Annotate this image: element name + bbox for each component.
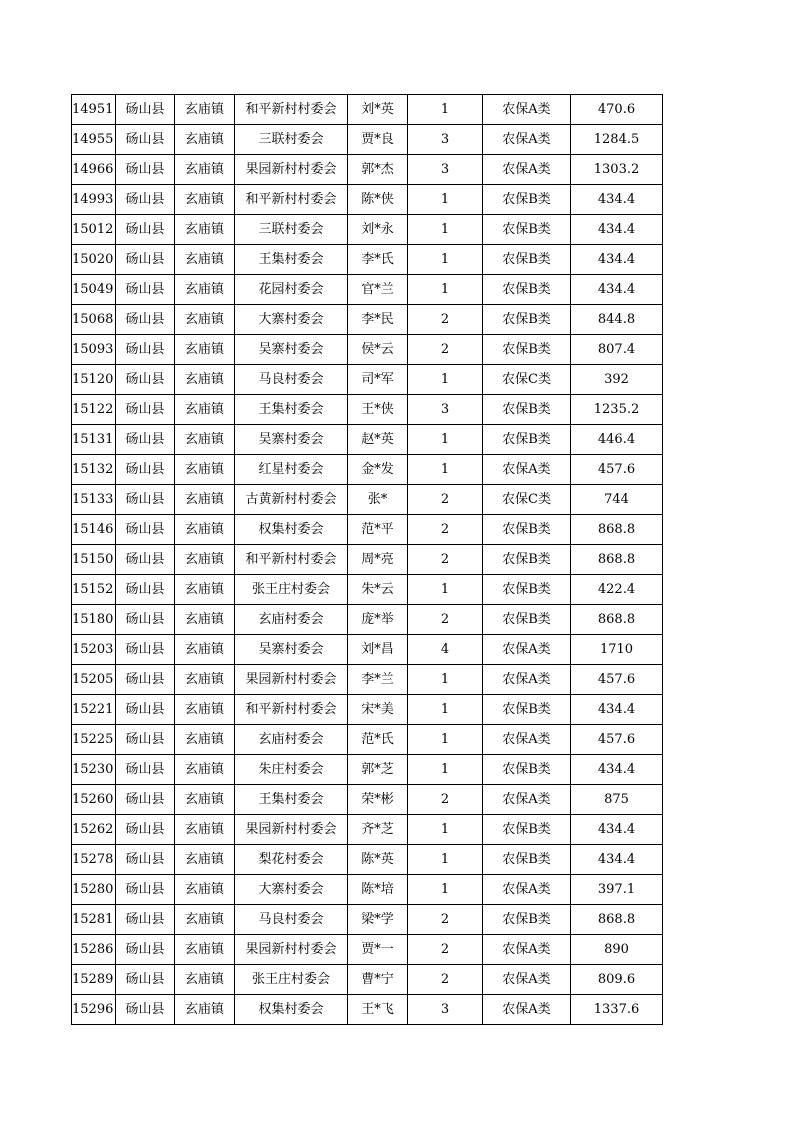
amount-cell: 1284.5: [571, 125, 663, 155]
insurance-type-cell: 农保B类: [483, 425, 571, 455]
village-committee-cell: 张王庄村委会: [235, 575, 348, 605]
table-row: [72, 575, 663, 605]
village-committee-cell: 权集村委会: [235, 515, 348, 545]
county-cell: 砀山县: [116, 155, 175, 185]
relief-table: [71, 94, 663, 1025]
town-cell: 玄庙镇: [175, 125, 235, 155]
table-row: [72, 95, 663, 125]
town-cell: 玄庙镇: [175, 755, 235, 785]
person-name-cell: 贾*一: [348, 935, 408, 965]
insurance-type-cell: 农保A类: [483, 875, 571, 905]
village-committee-cell: 吴寨村委会: [235, 335, 348, 365]
household-count-cell: 1: [408, 575, 483, 605]
household-count-cell: 1: [408, 185, 483, 215]
village-committee-cell: 三联村委会: [235, 125, 348, 155]
county-cell: 砀山县: [116, 845, 175, 875]
person-name-cell: 张*: [348, 485, 408, 515]
person-name-cell: 李*氏: [348, 245, 408, 275]
insurance-type-cell: 农保B类: [483, 395, 571, 425]
town-cell: 玄庙镇: [175, 605, 235, 635]
county-cell: 砀山县: [116, 575, 175, 605]
household-count-cell: 1: [408, 275, 483, 305]
insurance-type-cell: 农保A类: [483, 635, 571, 665]
insurance-type-cell: 农保B类: [483, 605, 571, 635]
record-id-cell: 15146: [72, 515, 116, 545]
county-cell: 砀山县: [116, 725, 175, 755]
insurance-type-cell: 农保B类: [483, 515, 571, 545]
household-count-cell: 2: [408, 485, 483, 515]
person-name-cell: 曹*宁: [348, 965, 408, 995]
village-committee-cell: 果园新村村委会: [235, 815, 348, 845]
household-count-cell: 2: [408, 965, 483, 995]
town-cell: 玄庙镇: [175, 335, 235, 365]
village-committee-cell: 王集村委会: [235, 245, 348, 275]
amount-cell: 434.4: [571, 275, 663, 305]
household-count-cell: 1: [408, 755, 483, 785]
town-cell: 玄庙镇: [175, 995, 235, 1025]
village-committee-cell: 和平新村村委会: [235, 545, 348, 575]
record-id-cell: 15132: [72, 455, 116, 485]
village-committee-cell: 大寨村委会: [235, 305, 348, 335]
county-cell: 砀山县: [116, 425, 175, 455]
table-row: [72, 785, 663, 815]
household-count-cell: 1: [408, 245, 483, 275]
person-name-cell: 司*军: [348, 365, 408, 395]
amount-cell: 457.6: [571, 455, 663, 485]
town-cell: 玄庙镇: [175, 785, 235, 815]
village-committee-cell: 吴寨村委会: [235, 425, 348, 455]
village-committee-cell: 朱庄村委会: [235, 755, 348, 785]
insurance-type-cell: 农保B类: [483, 905, 571, 935]
household-count-cell: 2: [408, 335, 483, 365]
table-row: [72, 755, 663, 785]
insurance-type-cell: 农保A类: [483, 995, 571, 1025]
amount-cell: 844.8: [571, 305, 663, 335]
town-cell: 玄庙镇: [175, 665, 235, 695]
county-cell: 砀山县: [116, 245, 175, 275]
county-cell: 砀山县: [116, 875, 175, 905]
amount-cell: 875: [571, 785, 663, 815]
amount-cell: 434.4: [571, 815, 663, 845]
person-name-cell: 郭*芝: [348, 755, 408, 785]
county-cell: 砀山县: [116, 965, 175, 995]
amount-cell: 434.4: [571, 845, 663, 875]
household-count-cell: 4: [408, 635, 483, 665]
table-row: [72, 485, 663, 515]
county-cell: 砀山县: [116, 605, 175, 635]
household-count-cell: 2: [408, 305, 483, 335]
household-count-cell: 1: [408, 215, 483, 245]
insurance-type-cell: 农保C类: [483, 485, 571, 515]
insurance-type-cell: 农保B类: [483, 575, 571, 605]
town-cell: 玄庙镇: [175, 455, 235, 485]
record-id-cell: 15131: [72, 425, 116, 455]
town-cell: 玄庙镇: [175, 575, 235, 605]
table-row: [72, 215, 663, 245]
person-name-cell: 朱*云: [348, 575, 408, 605]
person-name-cell: 周*亮: [348, 545, 408, 575]
amount-cell: 392: [571, 365, 663, 395]
table-row: [72, 545, 663, 575]
record-id-cell: 15068: [72, 305, 116, 335]
county-cell: 砀山县: [116, 395, 175, 425]
town-cell: 玄庙镇: [175, 95, 235, 125]
person-name-cell: 李*兰: [348, 665, 408, 695]
table-row: [72, 605, 663, 635]
town-cell: 玄庙镇: [175, 935, 235, 965]
person-name-cell: 王*飞: [348, 995, 408, 1025]
person-name-cell: 刘*英: [348, 95, 408, 125]
person-name-cell: 李*民: [348, 305, 408, 335]
insurance-type-cell: 农保B类: [483, 185, 571, 215]
insurance-type-cell: 农保B类: [483, 695, 571, 725]
insurance-type-cell: 农保B类: [483, 815, 571, 845]
insurance-type-cell: 农保B类: [483, 245, 571, 275]
household-count-cell: 1: [408, 875, 483, 905]
town-cell: 玄庙镇: [175, 185, 235, 215]
record-id-cell: 15205: [72, 665, 116, 695]
household-count-cell: 1: [408, 665, 483, 695]
town-cell: 玄庙镇: [175, 245, 235, 275]
county-cell: 砀山县: [116, 215, 175, 245]
amount-cell: 890: [571, 935, 663, 965]
insurance-type-cell: 农保B类: [483, 335, 571, 365]
household-count-cell: 1: [408, 725, 483, 755]
table-row: [72, 125, 663, 155]
village-committee-cell: 张王庄村委会: [235, 965, 348, 995]
town-cell: 玄庙镇: [175, 305, 235, 335]
person-name-cell: 宋*美: [348, 695, 408, 725]
village-committee-cell: 马良村委会: [235, 365, 348, 395]
record-id-cell: 15203: [72, 635, 116, 665]
person-name-cell: 荣*彬: [348, 785, 408, 815]
person-name-cell: 郭*杰: [348, 155, 408, 185]
record-id-cell: 15122: [72, 395, 116, 425]
amount-cell: 470.6: [571, 95, 663, 125]
table-row: [72, 695, 663, 725]
person-name-cell: 范*氏: [348, 725, 408, 755]
county-cell: 砀山县: [116, 275, 175, 305]
county-cell: 砀山县: [116, 545, 175, 575]
household-count-cell: 1: [408, 95, 483, 125]
table-row: [72, 815, 663, 845]
town-cell: 玄庙镇: [175, 365, 235, 395]
village-committee-cell: 花园村委会: [235, 275, 348, 305]
person-name-cell: 贾*良: [348, 125, 408, 155]
amount-cell: 1303.2: [571, 155, 663, 185]
household-count-cell: 2: [408, 545, 483, 575]
record-id-cell: 14966: [72, 155, 116, 185]
household-count-cell: 2: [408, 785, 483, 815]
person-name-cell: 金*发: [348, 455, 408, 485]
amount-cell: 434.4: [571, 185, 663, 215]
county-cell: 砀山县: [116, 755, 175, 785]
village-committee-cell: 和平新村村委会: [235, 185, 348, 215]
county-cell: 砀山县: [116, 95, 175, 125]
town-cell: 玄庙镇: [175, 695, 235, 725]
amount-cell: 809.6: [571, 965, 663, 995]
person-name-cell: 刘*昌: [348, 635, 408, 665]
table-row: [72, 395, 663, 425]
county-cell: 砀山县: [116, 365, 175, 395]
amount-cell: 1337.6: [571, 995, 663, 1025]
county-cell: 砀山县: [116, 785, 175, 815]
record-id-cell: 15152: [72, 575, 116, 605]
town-cell: 玄庙镇: [175, 395, 235, 425]
household-count-cell: 1: [408, 365, 483, 395]
record-id-cell: 15133: [72, 485, 116, 515]
amount-cell: 744: [571, 485, 663, 515]
table-row: [72, 305, 663, 335]
town-cell: 玄庙镇: [175, 515, 235, 545]
record-id-cell: 15225: [72, 725, 116, 755]
table-row: [72, 155, 663, 185]
person-name-cell: 官*兰: [348, 275, 408, 305]
record-id-cell: 15120: [72, 365, 116, 395]
village-committee-cell: 王集村委会: [235, 395, 348, 425]
table-body: [72, 95, 663, 1025]
town-cell: 玄庙镇: [175, 545, 235, 575]
record-id-cell: 14993: [72, 185, 116, 215]
insurance-type-cell: 农保A类: [483, 725, 571, 755]
county-cell: 砀山县: [116, 665, 175, 695]
record-id-cell: 14951: [72, 95, 116, 125]
county-cell: 砀山县: [116, 695, 175, 725]
table-row: [72, 425, 663, 455]
person-name-cell: 庞*举: [348, 605, 408, 635]
table-row: [72, 245, 663, 275]
insurance-type-cell: 农保B类: [483, 275, 571, 305]
amount-cell: 434.4: [571, 245, 663, 275]
record-id-cell: 15020: [72, 245, 116, 275]
record-id-cell: 15260: [72, 785, 116, 815]
table-row: [72, 185, 663, 215]
insurance-type-cell: 农保C类: [483, 365, 571, 395]
county-cell: 砀山县: [116, 455, 175, 485]
amount-cell: 434.4: [571, 695, 663, 725]
amount-cell: 868.8: [571, 545, 663, 575]
amount-cell: 807.4: [571, 335, 663, 365]
village-committee-cell: 吴寨村委会: [235, 635, 348, 665]
table-row: [72, 845, 663, 875]
town-cell: 玄庙镇: [175, 845, 235, 875]
table-row: [72, 335, 663, 365]
village-committee-cell: 红星村委会: [235, 455, 348, 485]
village-committee-cell: 果园新村村委会: [235, 935, 348, 965]
table-row: [72, 935, 663, 965]
person-name-cell: 王*侠: [348, 395, 408, 425]
household-count-cell: 2: [408, 605, 483, 635]
person-name-cell: 刘*永: [348, 215, 408, 245]
record-id-cell: 15230: [72, 755, 116, 785]
record-id-cell: 15281: [72, 905, 116, 935]
record-id-cell: 15012: [72, 215, 116, 245]
town-cell: 玄庙镇: [175, 425, 235, 455]
town-cell: 玄庙镇: [175, 485, 235, 515]
record-id-cell: 15049: [72, 275, 116, 305]
county-cell: 砀山县: [116, 995, 175, 1025]
insurance-type-cell: 农保A类: [483, 935, 571, 965]
record-id-cell: 15278: [72, 845, 116, 875]
table-row: [72, 725, 663, 755]
amount-cell: 446.4: [571, 425, 663, 455]
person-name-cell: 齐*芝: [348, 815, 408, 845]
village-committee-cell: 玄庙村委会: [235, 605, 348, 635]
village-committee-cell: 权集村委会: [235, 995, 348, 1025]
town-cell: 玄庙镇: [175, 725, 235, 755]
amount-cell: 868.8: [571, 605, 663, 635]
village-committee-cell: 三联村委会: [235, 215, 348, 245]
town-cell: 玄庙镇: [175, 155, 235, 185]
insurance-type-cell: 农保B类: [483, 845, 571, 875]
household-count-cell: 3: [408, 155, 483, 185]
insurance-type-cell: 农保A类: [483, 95, 571, 125]
village-committee-cell: 马良村委会: [235, 905, 348, 935]
village-committee-cell: 果园新村村委会: [235, 665, 348, 695]
household-count-cell: 3: [408, 125, 483, 155]
record-id-cell: 15289: [72, 965, 116, 995]
insurance-type-cell: 农保B类: [483, 545, 571, 575]
record-id-cell: 15093: [72, 335, 116, 365]
person-name-cell: 陈*培: [348, 875, 408, 905]
amount-cell: 868.8: [571, 515, 663, 545]
county-cell: 砀山县: [116, 305, 175, 335]
person-name-cell: 梁*学: [348, 905, 408, 935]
table-row: [72, 995, 663, 1025]
insurance-type-cell: 农保B类: [483, 305, 571, 335]
amount-cell: 1710: [571, 635, 663, 665]
insurance-type-cell: 农保A类: [483, 155, 571, 185]
town-cell: 玄庙镇: [175, 635, 235, 665]
table-row: [72, 455, 663, 485]
amount-cell: 422.4: [571, 575, 663, 605]
village-committee-cell: 和平新村村委会: [235, 95, 348, 125]
amount-cell: 457.6: [571, 665, 663, 695]
table-row: [72, 275, 663, 305]
amount-cell: 434.4: [571, 755, 663, 785]
person-name-cell: 范*平: [348, 515, 408, 545]
town-cell: 玄庙镇: [175, 815, 235, 845]
town-cell: 玄庙镇: [175, 965, 235, 995]
amount-cell: 457.6: [571, 725, 663, 755]
household-count-cell: 1: [408, 815, 483, 845]
county-cell: 砀山县: [116, 935, 175, 965]
amount-cell: 397.1: [571, 875, 663, 905]
household-count-cell: 2: [408, 935, 483, 965]
amount-cell: 1235.2: [571, 395, 663, 425]
town-cell: 玄庙镇: [175, 215, 235, 245]
table-row: [72, 965, 663, 995]
insurance-type-cell: 农保A类: [483, 455, 571, 485]
county-cell: 砀山县: [116, 185, 175, 215]
record-id-cell: 15286: [72, 935, 116, 965]
record-id-cell: 15296: [72, 995, 116, 1025]
county-cell: 砀山县: [116, 125, 175, 155]
village-committee-cell: 和平新村村委会: [235, 695, 348, 725]
amount-cell: 434.4: [571, 215, 663, 245]
record-id-cell: 15180: [72, 605, 116, 635]
record-id-cell: 15221: [72, 695, 116, 725]
table-row: [72, 365, 663, 395]
insurance-type-cell: 农保A类: [483, 125, 571, 155]
town-cell: 玄庙镇: [175, 275, 235, 305]
county-cell: 砀山县: [116, 335, 175, 365]
county-cell: 砀山县: [116, 515, 175, 545]
insurance-type-cell: 农保A类: [483, 665, 571, 695]
person-name-cell: 陈*侠: [348, 185, 408, 215]
household-count-cell: 3: [408, 995, 483, 1025]
household-count-cell: 1: [408, 455, 483, 485]
amount-cell: 868.8: [571, 905, 663, 935]
household-count-cell: 1: [408, 845, 483, 875]
record-id-cell: 15262: [72, 815, 116, 845]
household-count-cell: 1: [408, 425, 483, 455]
village-committee-cell: 梨花村委会: [235, 845, 348, 875]
village-committee-cell: 玄庙村委会: [235, 725, 348, 755]
county-cell: 砀山县: [116, 815, 175, 845]
village-committee-cell: 古黄新村村委会: [235, 485, 348, 515]
county-cell: 砀山县: [116, 635, 175, 665]
household-count-cell: 1: [408, 695, 483, 725]
record-id-cell: 15280: [72, 875, 116, 905]
village-committee-cell: 王集村委会: [235, 785, 348, 815]
insurance-type-cell: 农保B类: [483, 215, 571, 245]
person-name-cell: 陈*英: [348, 845, 408, 875]
table-row: [72, 515, 663, 545]
household-count-cell: 2: [408, 905, 483, 935]
county-cell: 砀山县: [116, 905, 175, 935]
household-count-cell: 3: [408, 395, 483, 425]
table-row: [72, 875, 663, 905]
person-name-cell: 赵*英: [348, 425, 408, 455]
record-id-cell: 14955: [72, 125, 116, 155]
county-cell: 砀山县: [116, 485, 175, 515]
table-row: [72, 905, 663, 935]
village-committee-cell: 大寨村委会: [235, 875, 348, 905]
insurance-type-cell: 农保A类: [483, 965, 571, 995]
table-row: [72, 665, 663, 695]
record-id-cell: 15150: [72, 545, 116, 575]
town-cell: 玄庙镇: [175, 905, 235, 935]
insurance-type-cell: 农保A类: [483, 785, 571, 815]
household-count-cell: 2: [408, 515, 483, 545]
insurance-type-cell: 农保B类: [483, 755, 571, 785]
table-row: [72, 635, 663, 665]
person-name-cell: 侯*云: [348, 335, 408, 365]
town-cell: 玄庙镇: [175, 875, 235, 905]
village-committee-cell: 果园新村村委会: [235, 155, 348, 185]
